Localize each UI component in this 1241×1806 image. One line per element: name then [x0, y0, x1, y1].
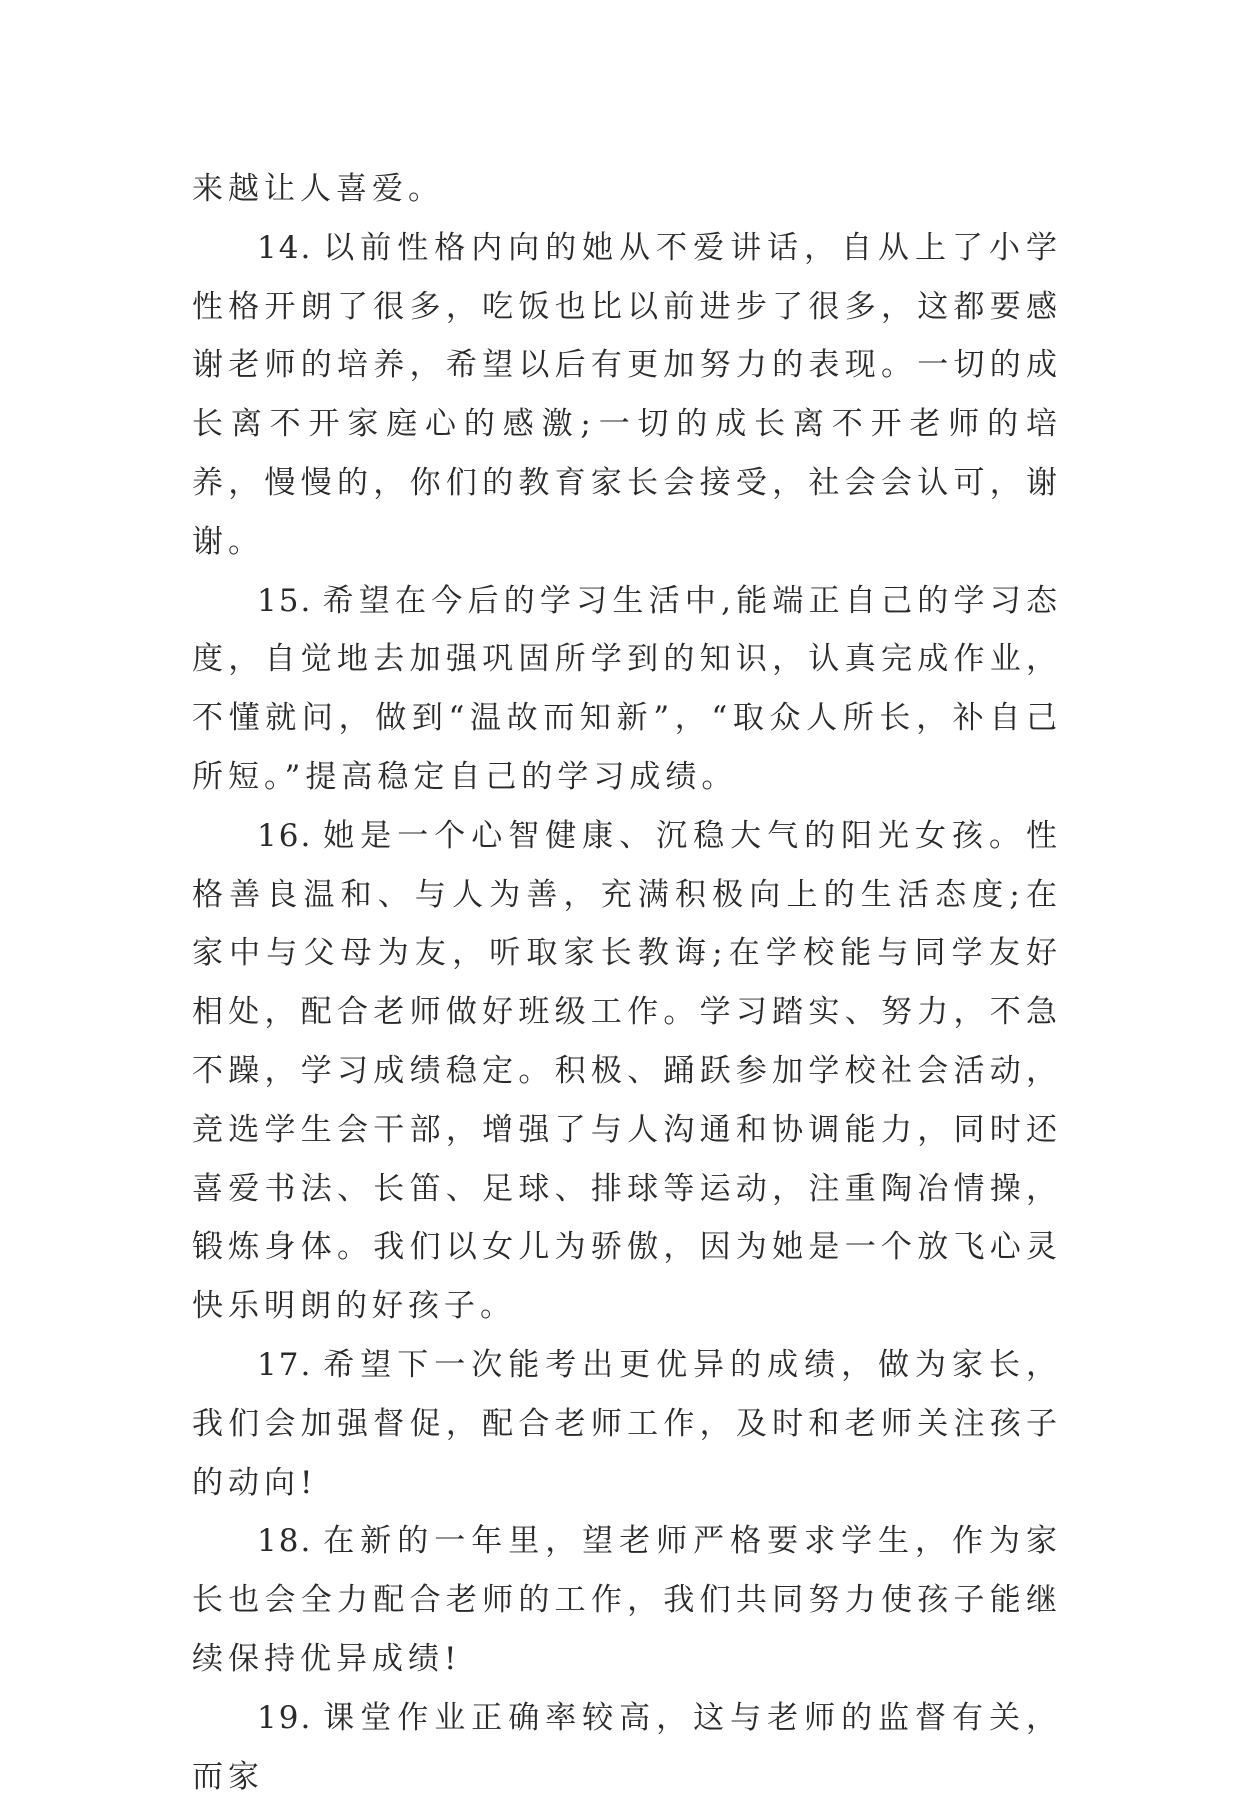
paragraph-19: [192, 1689, 1062, 1806]
paragraph-16: [192, 807, 1062, 1336]
paragraph-text: 来越让人喜爱。: [192, 171, 444, 207]
paragraph-continued: [192, 160, 1062, 219]
paragraph-number: 18.: [257, 1523, 313, 1560]
paragraph-text: 希望在今后的学习生活中,能端正自己的学习态度，自觉地去加强巩固所学到的知识，认真完成作业，不懂就问，做到“温故而知新”，“取众人所长，补自己所短。”提高稳定自己的学习成绩。: [192, 582, 1062, 795]
paragraph-text: 她是一个心智健康、沉稳大气的阳光女孩。性格善良温和、与人为善，充满积极向上的生活态度;在家中与父母为友，听取家长教诲;在学校能与同学友好相处，配合老师做好班级工作。学习踏实、努力，不急不躁，学习成绩稳定。积极、踊跃参加学校社会活动，竞选学生会干部，增强了与人沟通和协调能力，同时还喜爱书法、长笛、足球、排球等运动，注重陶冶情操，锻炼身体。我们以女儿为骄傲，因为她是一个放飞心灵快乐明朗的好孩子。: [192, 817, 1062, 1325]
document-body: [192, 160, 1062, 1806]
paragraph-number: 19.: [257, 1699, 313, 1736]
paragraph-number: 15.: [257, 582, 313, 619]
paragraph-text: 以前性格内向的她从不爱讲话，自从上了小学性格开朗了很多，吃饭也比以前进步了很多，这都要感谢老师的培养，希望以后有更加努力的表现。一切的成长离不开家庭心的感激;一切的成长离不开老师的培养，慢慢的，你们的教育家长会接受，社会会认可，谢谢。: [192, 229, 1062, 560]
paragraph-17: [192, 1336, 1062, 1512]
paragraph-text: 课堂作业正确率较高，这与老师的监督有关，而家: [192, 1699, 1062, 1795]
paragraph-number: 17.: [257, 1346, 313, 1383]
paragraph-18: [192, 1512, 1062, 1688]
paragraph-text: 希望下一次能考出更优异的成绩，做为家长，我们会加强督促，配合老师工作，及时和老师关注孩子的动向!: [192, 1346, 1062, 1501]
paragraph-text: 在新的一年里，望老师严格要求学生，作为家长也会全力配合老师的工作，我们共同努力使孩子能继续保持优异成绩!: [192, 1523, 1062, 1677]
paragraph-number: 16.: [257, 817, 313, 854]
paragraph-number: 14.: [257, 229, 313, 266]
paragraph-14: [192, 219, 1062, 572]
paragraph-15: [192, 572, 1062, 807]
